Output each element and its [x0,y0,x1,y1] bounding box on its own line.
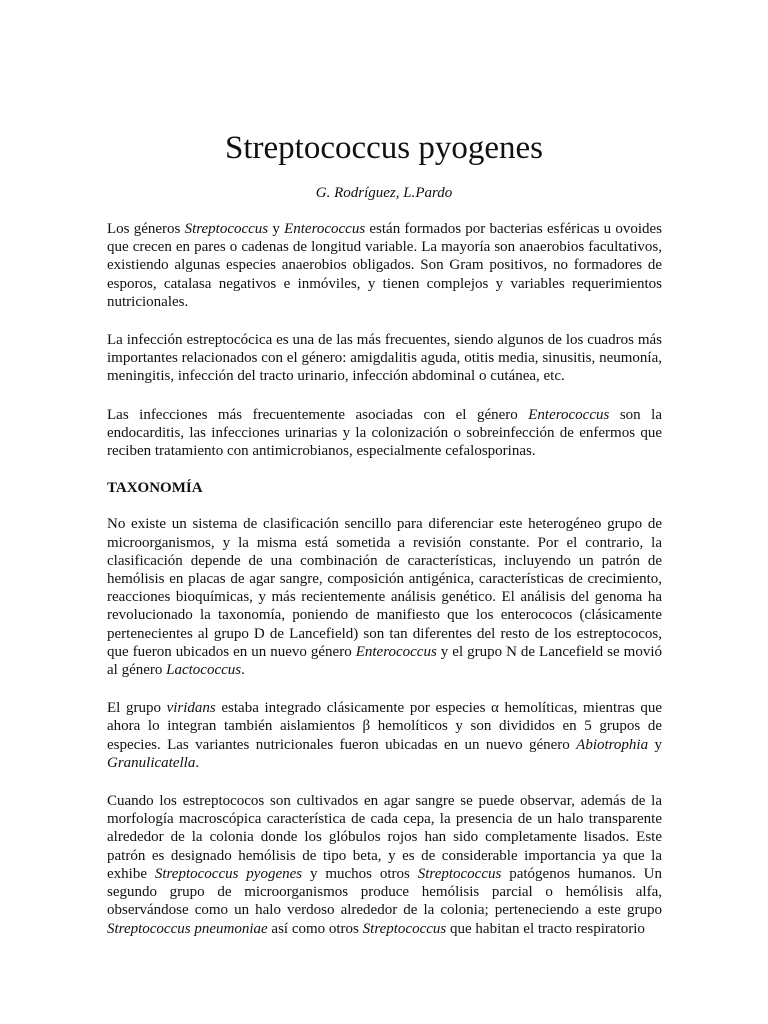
text-run: . [195,754,200,771]
paragraph-classification [107,515,662,679]
italic-term: Streptococcus pneumoniae [107,920,268,937]
text-run: están formados por bacterias esféricas u ovoides que crecen en pares o cadenas de longitud variable. La mayoría son anaerobios facultativos, existiendo algunas especies anaerobios obligados. Son Gram positivos, no formadores de esporos, catalasa negativos e inmóviles, y tienen complejos y variables requerimientos nutricionales. [107,221,662,310]
paragraph-infection [107,331,662,386]
page-title: Streptococcus pyogenes [225,130,543,166]
text-run: patógenos humanos. Un segundo grupo de microorganismos produce hemólisis parcial o hemólisis alfa, observándose como un halo verdoso alrededor de la colonia; perteneciendo a este grupo [107,865,662,919]
text-run: Los géneros [107,221,185,237]
text-run: El grupo [107,700,167,717]
italic-term: Granulicatella [107,754,196,771]
paragraph-intro [107,220,662,311]
text-run: y el grupo N de Lancefield se movió al género [107,643,662,679]
italic-term: Enterococcus [528,406,610,423]
paragraph-hemolysis [107,792,662,938]
italic-term: Enterococcus [355,643,437,660]
text-run: La infección estreptocócica es una de las más frecuentes, siendo algunos de los cuadros más importantes relacionados con el género: amigdalitis aguda, otitis media, sinusitis, neumonía, meningitis, infección del tracto urinario, infección abdominal o cutánea, etc. [107,332,662,385]
text-run: y [648,736,662,753]
italic-term: viridans [166,700,216,717]
text-run: Las infecciones más frecuentemente asociadas con el género [107,406,529,423]
text-run: . [241,662,245,679]
text-run: y muchos otros [302,865,418,882]
authors-line: G. Rodríguez, L.Pardo [315,185,453,201]
text-run: estaba integrado clásicamente por especies α hemolíticas, mientras que ahora lo integran también aislamientos β hemolíticos y son divididos en 5 grupos de especies. Las variantes nutricionales fueron ubicadas en un nuevo género [107,700,662,753]
italic-term: Streptococcus [184,221,269,237]
paragraph-enterococcus [107,406,662,461]
italic-term: Abiotrophia [576,736,649,753]
text-run: y [268,221,285,237]
text-run: son la endocarditis, las infecciones urinarias y la colonización o sobreinfección de enfermos que reciben tratamiento con antimicrobianos, especialmente cefalosporinas. [107,406,662,460]
italic-term: Streptococcus [362,920,447,937]
document-body [107,220,662,956]
text-run: Cuando los estreptococos son cultivados en agar sangre se puede observar, además de la morfología macroscópica característica de cada cepa, la presencia de un halo transparente alrededor de la colonia donde los glóbulos rojos han sido completamente lisados. Este patrón es designado hemólisis de tipo beta, y es de considerable importancia ya que la exhibe [107,793,662,882]
text-run: No existe un sistema de clasificación sencillo para diferenciar este heterogéneo grupo de microorganismos, y la misma está sometida a revisión constante. Por el contrario, la clasificación depende de una combinación de características, incluyendo un patrón de hemólisis en placas de agar sangre, composición antigénica, características de crecimiento, reacciones bioquímicas, y más recientemente análisis genético. El análisis del genoma ha revolucionado la taxonomía, poniendo de manifiesto que los enterococos (clásicamente pertenecientes al grupo D de Lancefield) son tan diferentes del resto de los estreptococos, que fueron ubicados en un nuevo género [107,516,662,660]
section-heading-taxonomia: TAXONOMÍA [107,480,203,497]
italic-term: Streptococcus pyogenes [154,865,303,882]
text-run: que habitan el tracto respiratorio [446,920,645,937]
italic-term: Lactococcus [166,662,242,679]
text-run: así como otros [267,920,363,937]
italic-term: Enterococcus [284,221,366,237]
paragraph-viridans [107,699,662,772]
italic-term: Streptococcus [417,865,502,882]
